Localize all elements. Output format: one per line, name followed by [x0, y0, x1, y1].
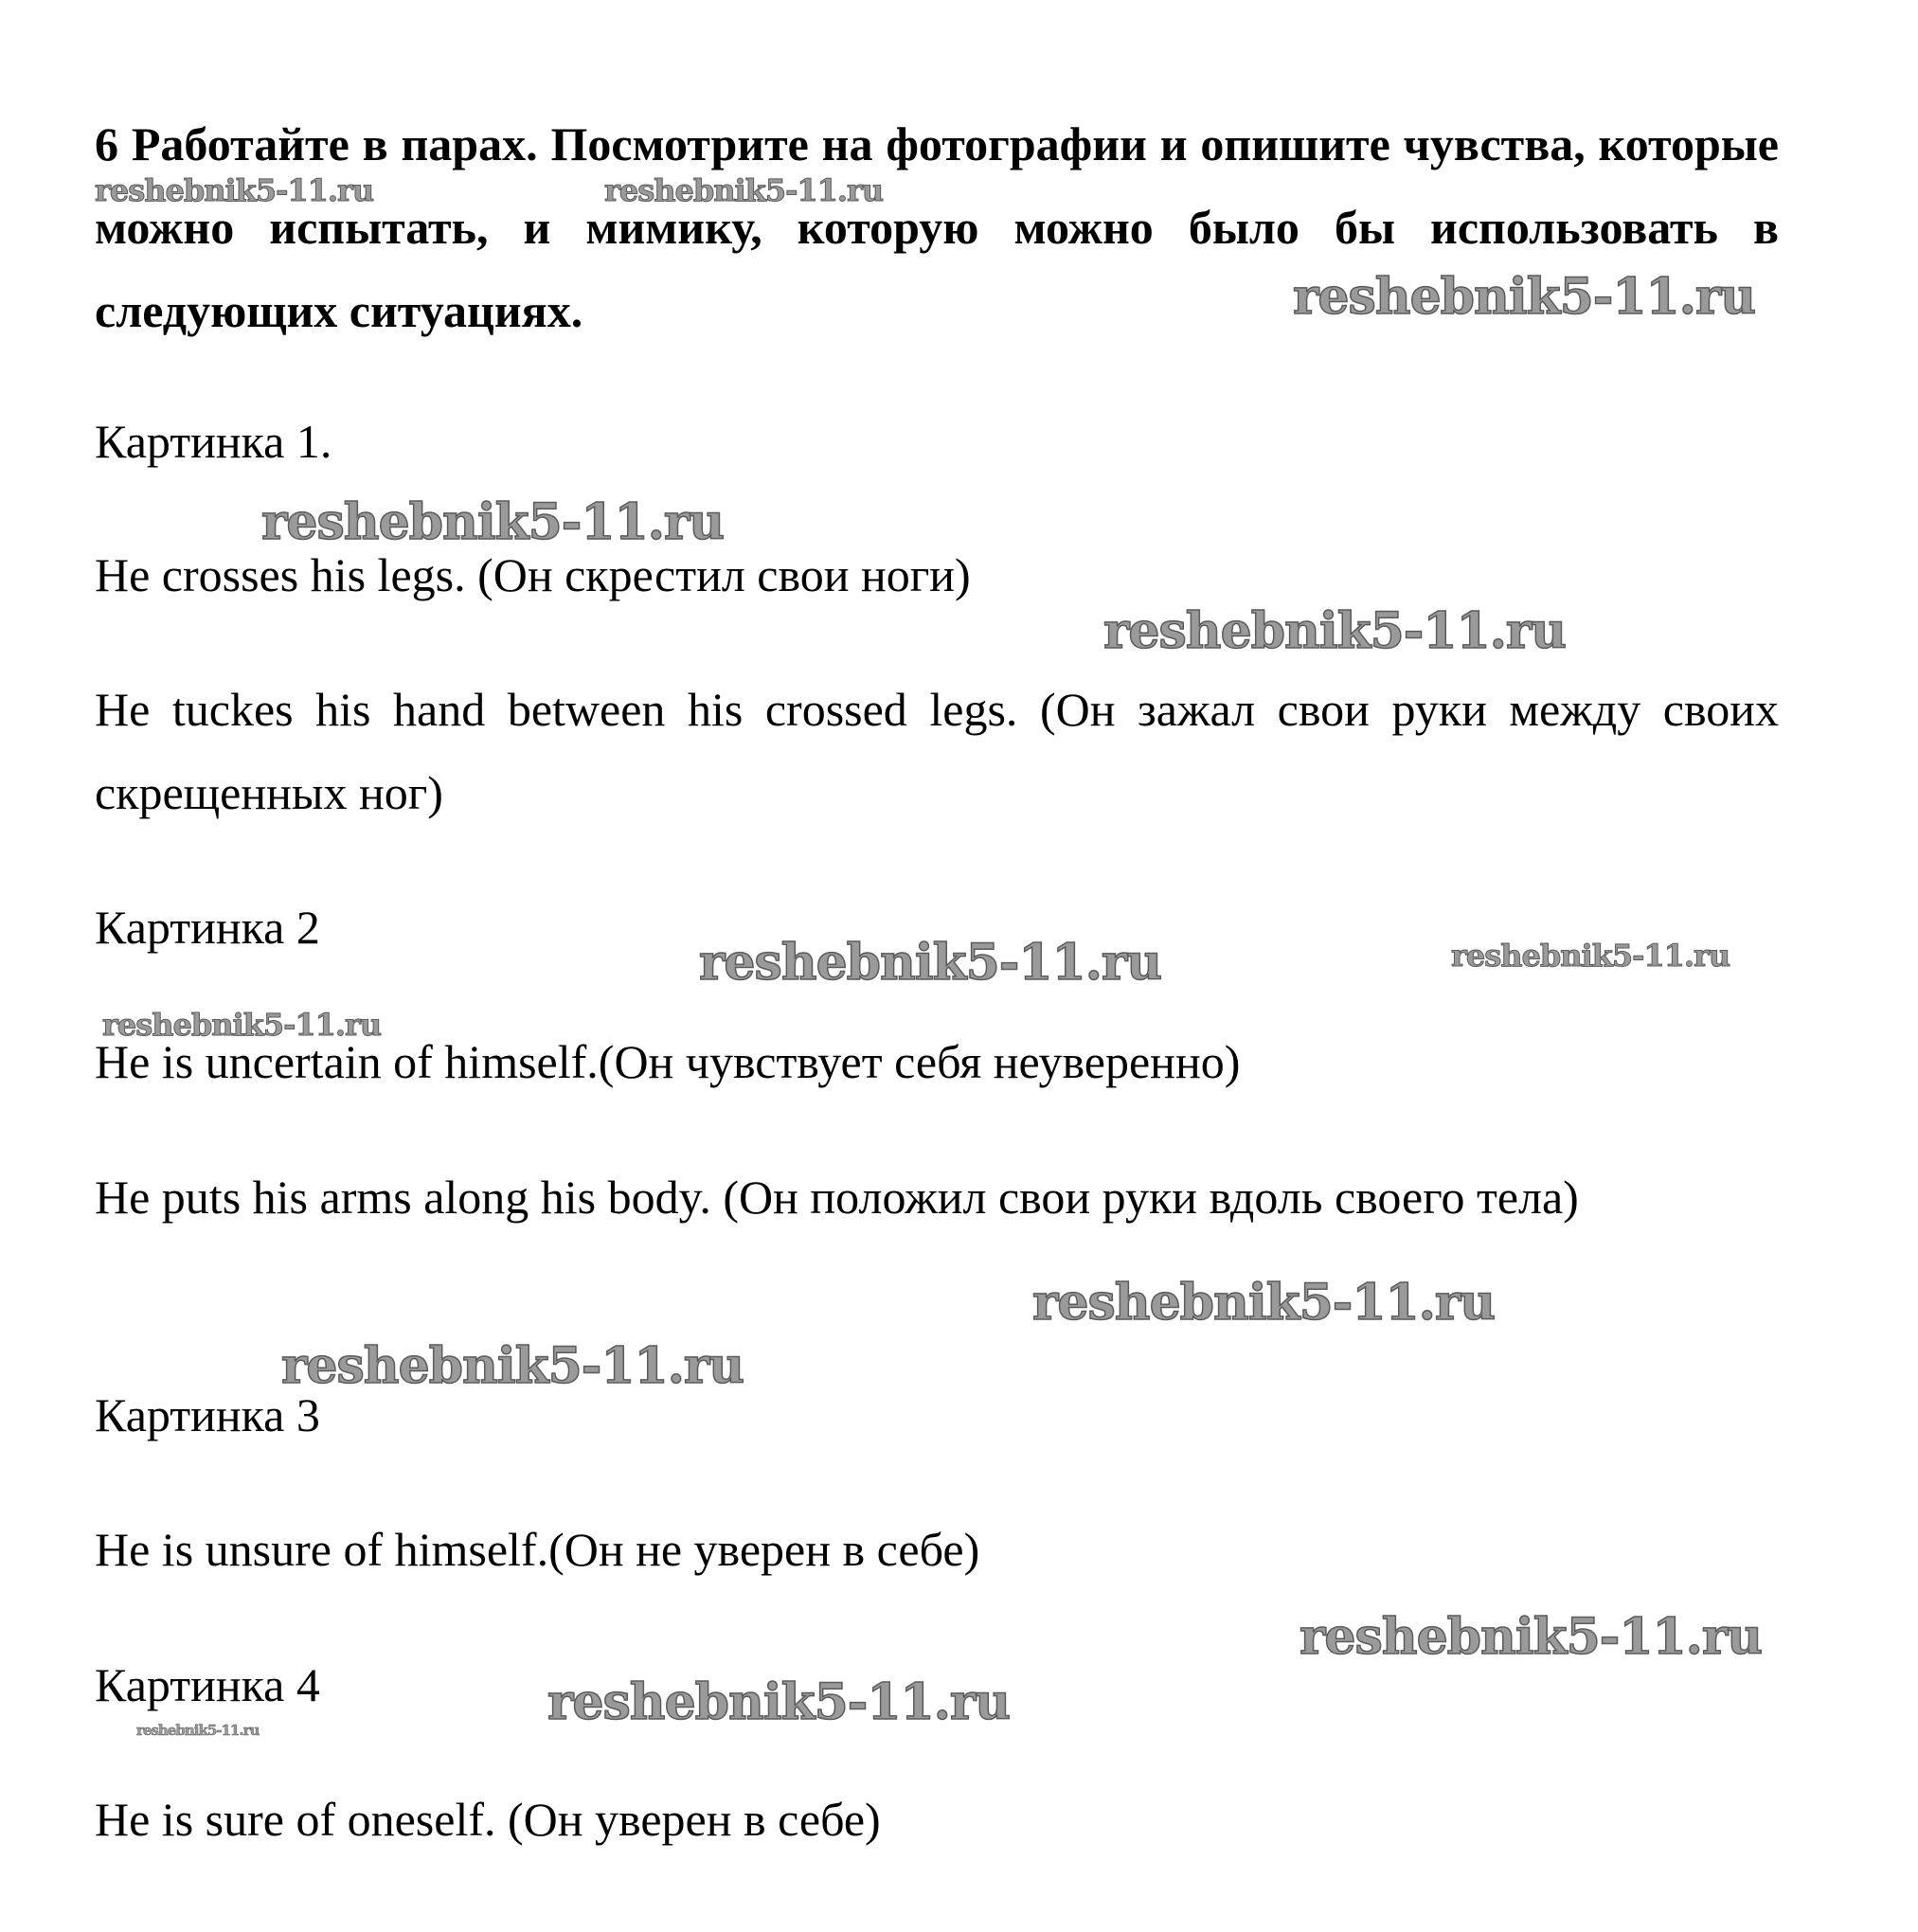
watermark: reshebnik5-11.ru: [281, 1337, 744, 1395]
watermark: reshebnik5-11.ru: [699, 934, 1162, 992]
picture-1-sentence-2: He tuckes his hand between his crossed legs. (Он зажал свои руки между своих скрещенных ног): [95, 683, 1779, 819]
watermark: reshebnik5-11.ru: [1300, 1608, 1763, 1666]
picture-2-sentence-2: He puts his arms along his body. (Он положил свои руки вдоль своего тела): [95, 1171, 1579, 1224]
picture-2-title: Картинка 2: [95, 901, 320, 954]
picture-3-title: Картинка 3: [95, 1388, 320, 1441]
picture-3-sentence-1: He is unsure of himself.(Он не уверен в себе): [95, 1523, 980, 1576]
picture-1-sentence-1: He crosses his legs. (Он скрестил свои ноги): [95, 548, 971, 601]
watermark: reshebnik5-11.ru: [136, 1722, 260, 1739]
watermark: reshebnik5-11.ru: [604, 172, 884, 208]
watermark: reshebnik5-11.ru: [95, 172, 374, 208]
watermark: reshebnik5-11.ru: [261, 493, 725, 551]
watermark: reshebnik5-11.ru: [1032, 1274, 1496, 1332]
watermark: reshebnik5-11.ru: [1451, 938, 1730, 974]
picture-4-title: Картинка 4: [95, 1658, 320, 1711]
picture-4-sentence-1: He is sure of oneself. (Он уверен в себе): [95, 1793, 881, 1846]
picture-1-title: Картинка 1.: [95, 415, 332, 468]
watermark: reshebnik5-11.ru: [102, 1007, 382, 1043]
task-heading: 6 Работайте в парах. Посмотрите на фотографии и опишите чувства, которые можно испытать, и мимику, которую можно было бы использовать в следующих ситуациях.: [95, 117, 1779, 337]
watermark: reshebnik5-11.ru: [547, 1673, 1011, 1731]
watermark: reshebnik5-11.ru: [1103, 602, 1567, 660]
picture-2-sentence-1: He is uncertain of himself.(Он чувствует себя неуверенно): [95, 1035, 1241, 1088]
watermark: reshebnik5-11.ru: [1293, 268, 1756, 326]
